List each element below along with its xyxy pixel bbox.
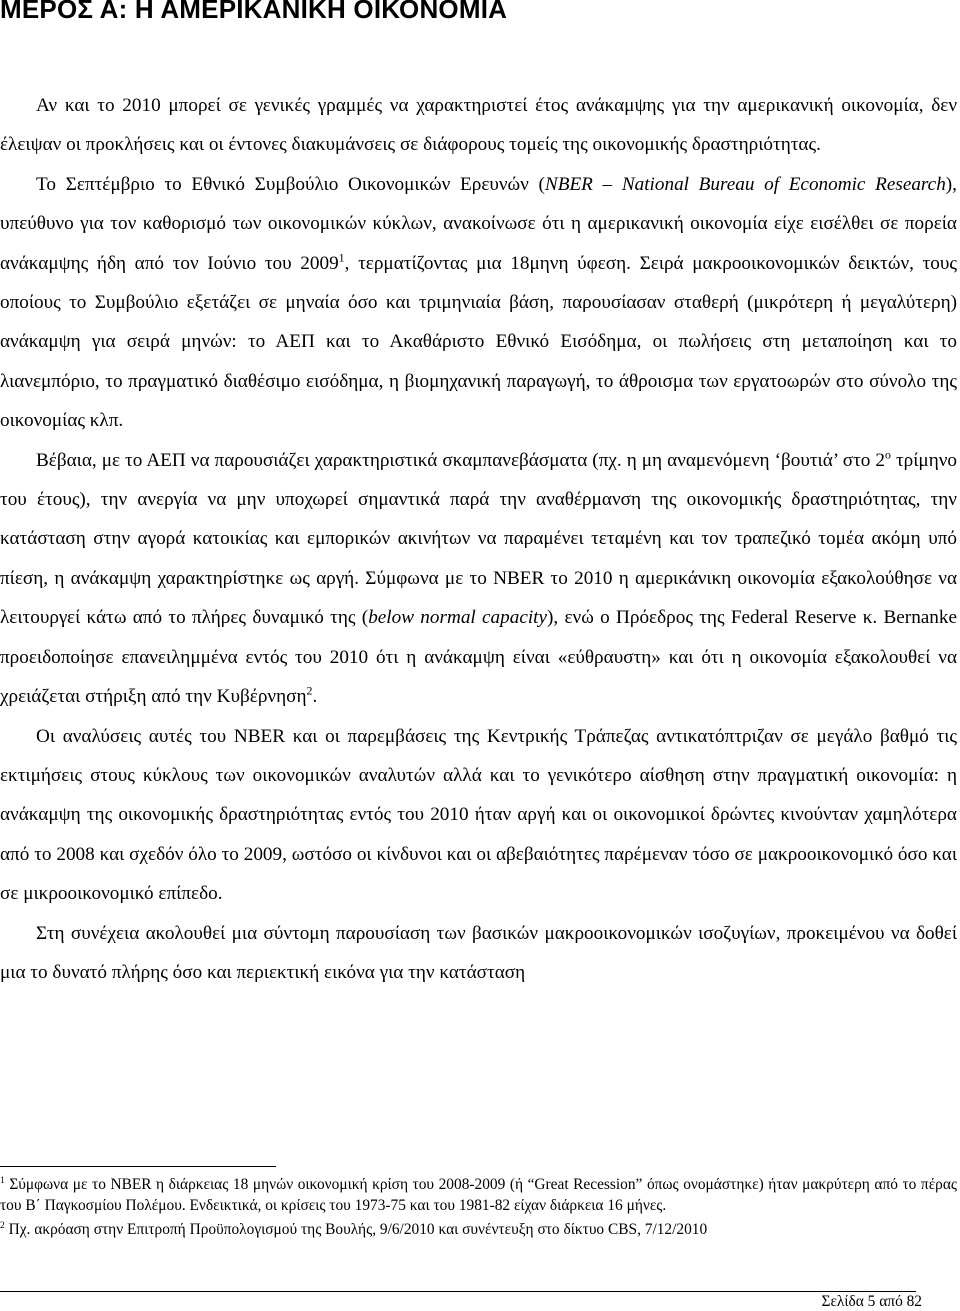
paragraph-gdp-text-2: τρίμηνο του έτους), την ανεργία να μην υποχωρεί σημαντικά παρά την αναθέρμανση της οικονομικής δραστηριότητας, την κατάσταση στην αγορά κατοικίας και εμπορικών ακινήτων να παραμένει τεταμένη και τον τραπεζικό τομέα ακόμη υπό πίεση, η ανάκαμψη χαρακτηρίστηκε ως αργή. Σύμφωνα με το NBER το 2010 η αμερικάνικη οικονομία εξακολούθησε να λειτουργεί κάτω από το πλήρες δυναμικό της ( <box>0 449 957 629</box>
paragraph-nber-text-3: , τερματίζοντας μια 18μηνη ύφεση. Σειρά μακροοικονομικών δεικτών, τους οποίους το Συμβούλιο εξετάζει σε μηναία όσο και τριμηνιαία βάση, παρουσίασαν σταθερή (μικρότερη ή μεγαλύτερη) ανάκαμψη για σειρά μηνών: το ΑΕΠ και το Ακαθάριστο Εθνικό Εισόδημα, οι πωλήσεις στη μεταποίηση και το λιανεμπόριο, το πραγματικό διαθέσιμο εισόδημα, η βιομηχανική παραγωγή, το άθροισμα των εργατοωρών στο σύνολο της οικονομίας κλπ. <box>0 252 957 432</box>
footnote-2-number: 2 <box>0 1220 5 1232</box>
ordinal-superscript: ο <box>884 447 891 462</box>
body-text <box>0 86 957 992</box>
paragraph-nber-text-1: Το Σεπτέμβριο το Εθνικό Συμβούλιο Οικονομικών Ερευνών ( <box>36 173 545 195</box>
section-heading: ΜΕΡΟΣ Α: Η ΑΜΕΡΙΚΑΝΙΚΗ ΟΙΚΟΝΟΜΙΑ <box>0 0 508 24</box>
footnote-1 <box>0 1174 957 1216</box>
footnote-ref-2[interactable]: 2 <box>306 683 313 698</box>
footnote-2 <box>0 1219 957 1240</box>
paragraph-gdp-text-1: Βέβαια, με το ΑΕΠ να παρουσιάζει χαρακτηριστικά σκαμπανεβάσματα (πχ. η μη αναμενόμενη ‘βουτιά’ στο 2 <box>36 449 885 471</box>
footnote-1-text: Σύμφωνα με το NBER η διάρκειας 18 μηνών οικονομική κρίση του 2008-2009 (ή “Great Recession” όπως ονομάστηκε) ήταν μακρύτερη από το πέρας του Β΄ Παγκοσμίου Πολέμου. Ενδεικτικά, οι κρίσεις του 1973-75 και του 1981-82 είχαν διάρκεια 16 μήνες. <box>0 1176 957 1214</box>
paragraph-gdp-text-4: . <box>312 686 318 708</box>
paragraph-gdp-text-3: ), ενώ ο Πρόεδρος της Federal Reserve κ. Bernanke προειδοποίησε επανειλημμένα εντός του 2010 ότι η ανάκαμψη είναι «εύθραυστη» και ότι η οικονομία εξακολουθεί να χρειάζεται στήριξη από την Κυβέρνηση <box>0 607 958 708</box>
paragraph-overview: Στη συνέχεια ακολουθεί μια σύντομη παρουσίαση των βασικών μακροοικονομικών ισοζυγίων, προκειμένου να δοθεί μια το δυνατό πλήρης όσο και περιεκτική εικόνα για την κατάσταση <box>0 922 957 983</box>
page-number: Σελίδα 5 από 82 <box>821 1293 922 1310</box>
paragraph-analyses: Οι αναλύσεις αυτές του NBER και οι παρεμβάσεις της Κεντρικής Τράπεζας αντικατόπτριζαν σε μεγάλο βαθμό τις εκτιμήσεις στους κύκλους των οικονομικών αναλυτών αλλά και το γενικότερο αίσθηση στην πραγματική οικονομία: η ανάκαμψη της οικονομικής δραστηριότητας εντός του 2010 ήταν αργή και οι οικονομικοί δρώντες κινούνταν χαμηλότερα από το 2008 και σχεδόν όλο το 2009, ωστόσο οι κίνδυνοι και οι αβεβαιότητες παρέμεναν τόσο σε μακροοικονομικό όσο και σε μικροοικονομικό επίπεδο. <box>0 725 957 905</box>
nber-full-name: NBER – National Bureau of Economic Research <box>544 173 946 195</box>
footnotes <box>0 1174 957 1240</box>
paragraph-intro: Αν και το 2010 μπορεί σε γενικές γραμμές να χαρακτηριστεί έτος ανάκαμψης για την αμερικανική οικονομία, δεν έλειψαν οι προκλήσεις και οι έντονες διακυμάνσεις σε διάφορους τομείς της οικονομικής δραστηριότητας. <box>0 95 957 156</box>
paragraph-nber-text-2: ), υπεύθυνο για τον καθορισμό των οικονομικών κύκλων, ανακοίνωσε ότι η αμερικανική οικονομία είχε εισέλθει σε πορεία ανάκαμψης ήδη από τον Ιούνιο του 2009 <box>0 173 957 274</box>
footnote-1-number: 1 <box>0 1175 5 1187</box>
paragraph-nber <box>0 165 957 441</box>
footnote-ref-1[interactable]: 1 <box>338 250 345 265</box>
footnote-separator <box>0 1166 276 1167</box>
below-capacity-phrase: below normal capacity <box>368 607 548 629</box>
footer-rule <box>0 1291 916 1292</box>
footnote-2-text: Πχ. ακρόαση στην Επιτροπή Προϋπολογισμού της Βουλής, 9/6/2010 και συνέντευξη στο δίκτυο CBS, 7/12/2010 <box>4 1221 708 1238</box>
paragraph-gdp <box>0 441 957 717</box>
